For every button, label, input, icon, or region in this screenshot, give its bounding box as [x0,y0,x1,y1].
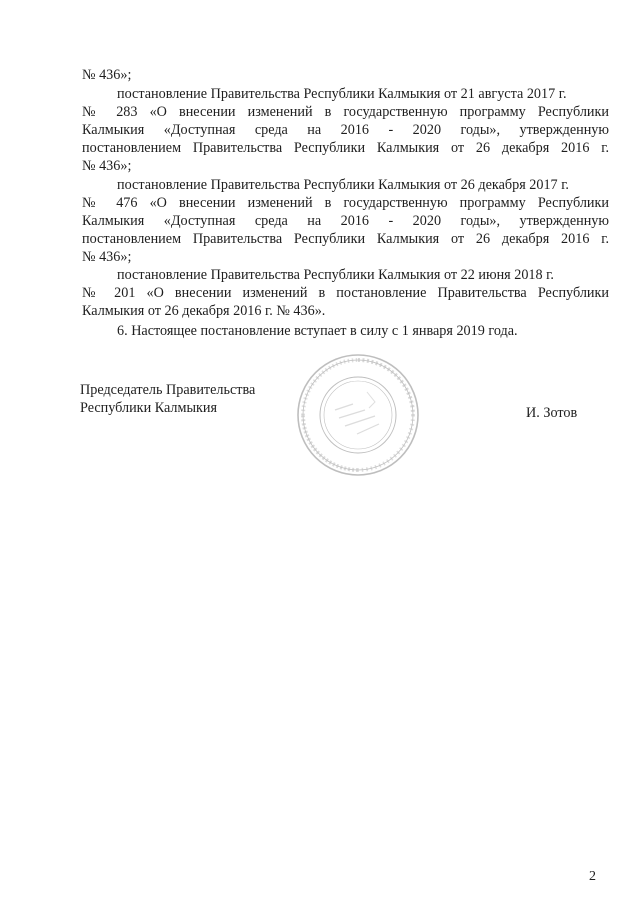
round-seal-stamp-icon [295,352,421,478]
paragraph-line: 6. Настоящее постановление вступает в силу с 1 января 2019 года. [117,323,518,339]
paragraph-line: № 476 «О внесении изменений в государственную программу Республики [82,195,609,211]
paragraph-line: № 436»; [82,158,132,174]
paragraph-line: постановлением Правительства Республики Калмыкия от 26 декабря 2016 г. [82,140,609,156]
paragraph-line: постановление Правительства Республики Калмыкия от 26 декабря 2017 г. [117,177,569,193]
paragraph-line: Калмыкия «Доступная среда на 2016 - 2020 годы», утвержденную [82,213,609,229]
paragraph-line: Калмыкия от 26 декабря 2016 г. № 436». [82,303,326,319]
page-number: 2 [589,869,596,884]
paragraph-line: № 283 «О внесении изменений в государственную программу Республики [82,104,609,120]
signature-name: И. Зотов [526,405,578,421]
paragraph-line: № 436»; [82,249,132,265]
paragraph-line: № 201 «О внесении изменений в постановление Правительства Республики [82,285,609,301]
signature-position: Республики Калмыкия [80,400,218,416]
paragraph-line: постановление Правительства Республики Калмыкия от 21 августа 2017 г. [117,86,567,102]
paragraph-line: № 436»; [82,67,132,83]
paragraph-line: постановление Правительства Республики Калмыкия от 22 июня 2018 г. [117,267,554,283]
paragraph-line: постановлением Правительства Республики Калмыкия от 26 декабря 2016 г. [82,231,609,247]
paragraph-line: Калмыкия «Доступная среда на 2016 - 2020 годы», утвержденную [82,122,609,138]
signature-position: Председатель Правительства [80,382,256,398]
